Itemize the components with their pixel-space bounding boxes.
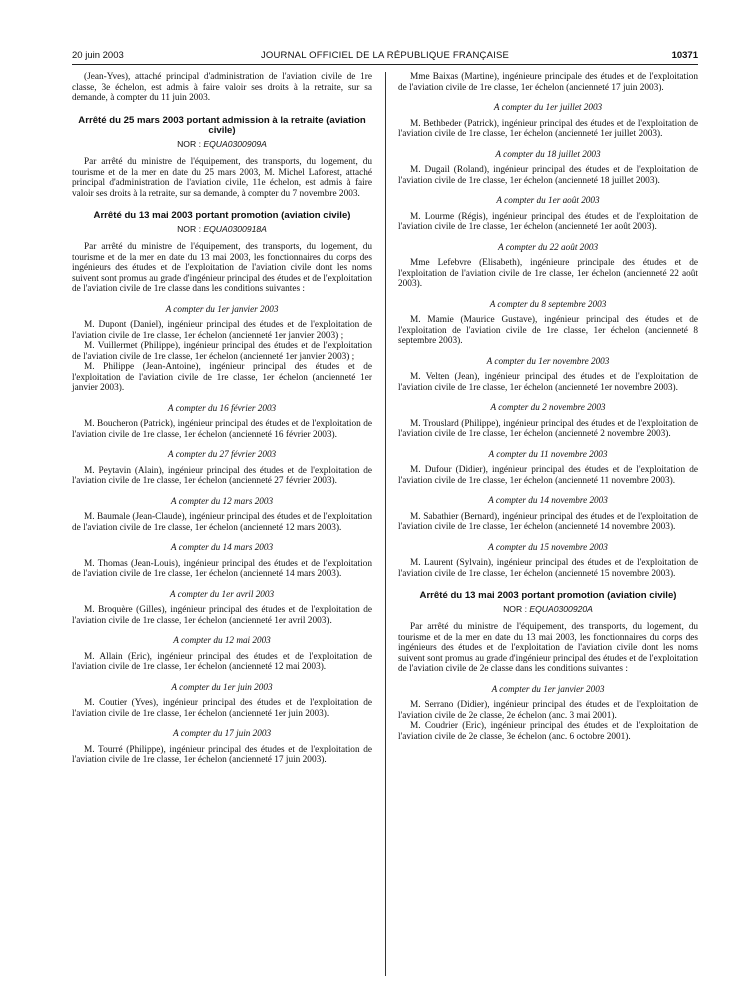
section-heading: A compter du 17 juin 2003 (172, 728, 272, 738)
continued-entry: Mme Baixas (Martine), ingénieure principale des études et de l'exploitation de l'aviation civile de 1re classe, 1er échelon (ancienneté 17 juin 2003). (398, 72, 698, 93)
right-column (398, 72, 698, 742)
section-heading: A compter du 22 août 2003 (497, 241, 599, 252)
promotion-entry: M. Dupont (Daniel), ingénieur principal des études et de l'exploitation de l'aviation civile de 1re classe, 1er échelon (ancienneté 1er janvier 2003) ; (72, 320, 372, 341)
header-title: JOURNAL OFFICIEL DE LA RÉPUBLIQUE FRANÇAISE (260, 50, 510, 61)
column-divider (385, 72, 386, 976)
promotion-entry: M. Coudrier (Eric), ingénieur principal des études et de l'exploitation de l'aviation civile de 2e classe, 3e échelon (anc. 6 octobre 2001). (398, 721, 698, 742)
promotion-entry: M. Tourré (Philippe), ingénieur principal des études et de l'exploitation de l'aviation civile de 1re classe, 1er échelon (ancienneté 17 juin 2003). (72, 744, 372, 765)
section-heading: A compter du 1er janvier 2003 (491, 683, 605, 694)
header-page-number: 10371 (671, 50, 698, 61)
promotion-entry: Mme Lefebvre (Elisabeth), ingénieure principale des études et de l'exploitation de l'aviation civile de 1re classe, 1er échelon (ancienneté 22 août 2003). (398, 258, 698, 289)
section-heading: A compter du 15 novembre 2003 (488, 541, 608, 552)
arrete-title: Arrêté du 25 mars 2003 portant admission à la retraite (aviation civile) (78, 114, 366, 136)
nor-label: NOR : (177, 138, 201, 149)
nor-code: EQUA0300909A (203, 138, 267, 149)
section-heading: A compter du 14 mars 2003 (170, 542, 274, 552)
nor-code: EQUA0300918A (203, 223, 267, 234)
section-heading: A compter du 16 février 2003 (167, 402, 277, 413)
promotion-entry: M. Sabathier (Bernard), ingénieur principal des études et de l'exploitation de l'aviation civile de 1re classe, 1er échelon (ancienneté 14 novembre 2003). (398, 511, 698, 532)
header-date: 20 juin 2003 (72, 50, 124, 61)
promotion-entry: M. Mamie (Maurice Gustave), ingénieur principal des études et de l'exploitation de l'aviation civile de 1re classe, 1er échelon (ancienneté 8 septembre 2003). (398, 315, 698, 346)
section-heading: A compter du 27 février 2003 (167, 449, 277, 459)
left-column (72, 72, 372, 766)
section-heading: A compter du 12 mars 2003 (170, 495, 274, 506)
arrete-title: Arrêté du 13 mai 2003 portant promotion (aviation civile) (419, 590, 677, 601)
promotion-entry: M. Vuillermet (Philippe), ingénieur principal des études et de l'exploitation de l'aviation civile de 1re classe, 1er échelon (ancienneté 1er janvier 2003) ; (72, 341, 372, 362)
promotion-entry: M. Allain (Eric), ingénieur principal des études et de l'exploitation de l'aviation civile de 1re classe, 1er échelon (ancienneté 12 mai 2003). (72, 651, 372, 672)
arrete-body: Par arrêté du ministre de l'équipement, des transports, du logement, du tourisme et de la mer en date du 25 mars 2003, M. Michel Laforest, attaché principal d'administration de l'aviation civile, 11e échelon, est admis à faire valoir ses droits à la retraite, sur sa demande, à compter du 7 novembre 2003. (72, 157, 372, 199)
section-heading: A compter du 1er août 2003 (496, 195, 600, 205)
promotion-entry: M. Lourme (Régis), ingénieur principal des études et de l'exploitation de l'aviation civile de 1re classe, 1er échelon (ancienneté 1er août 2003). (398, 211, 698, 232)
promotion-entry: M. Dufour (Didier), ingénieur principal des études et de l'exploitation de l'aviation civile de 1re classe, 1er échelon (ancienneté 11 novembre 2003). (398, 465, 698, 486)
nor-reference (72, 139, 372, 150)
section-heading: A compter du 14 novembre 2003 (488, 495, 608, 505)
section-heading: A compter du 12 mai 2003 (173, 635, 271, 645)
two-column-body (72, 72, 698, 990)
section-heading: A compter du 2 novembre 2003 (490, 402, 606, 412)
section-heading: A compter du 1er novembre 2003 (486, 355, 610, 366)
promotion-entry: M. Peytavin (Alain), ingénieur principal des études et de l'exploitation de l'aviation civile de 1re classe, 1er échelon (ancienneté 27 février 2003). (72, 465, 372, 486)
section-heading: A compter du 1er juillet 2003 (493, 102, 603, 112)
section-heading: A compter du 1er juin 2003 (171, 681, 273, 692)
arrete-title: Arrêté du 13 mai 2003 portant promotion (aviation civile) (93, 210, 351, 221)
nor-reference (398, 604, 698, 615)
promotion-entry: M. Bethbeder (Patrick), ingénieur principal des études et de l'exploitation de l'aviation civile de 1re classe, 1er échelon (ancienneté 1er juillet 2003). (398, 118, 698, 139)
page-header (72, 50, 698, 65)
promotion-entry: M. Baumale (Jean-Claude), ingénieur principal des études et de l'exploitation de l'aviation civile de 1re classe, 1er échelon (ancienneté 12 mars 2003). (72, 512, 372, 533)
nor-code: EQUA0300920A (529, 603, 593, 614)
promotion-entry: M. Dugail (Roland), ingénieur principal des études et de l'exploitation de l'aviation civile de 1re classe, 1er échelon (ancienneté 18 juillet 2003). (398, 165, 698, 186)
promotion-entry: M. Boucheron (Patrick), ingénieur principal des études et de l'exploitation de l'aviation civile de 1re classe, 1er échelon (ancienneté 16 février 2003). (72, 419, 372, 440)
arrete-body: Par arrêté du ministre de l'équipement, des transports, du logement, du tourisme et de la mer en date du 13 mai 2003, les fonctionnaires du corps des ingénieurs des études et de l'exploitation de l'aviation civile dont les noms suivent sont promus au grade d'ingénieur principal des études et de l'exploitation de l'aviation civile de 2e classe dans les conditions suivantes : (398, 622, 699, 674)
promotion-entry: M. Philippe (Jean-Antoine), ingénieur principal des études et de l'exploitation de l'aviation civile de 1re classe, 1er échelon (ancienneté 1er janvier 2003). (72, 362, 372, 393)
section-heading: A compter du 18 juillet 2003 (495, 148, 601, 159)
promotion-entry: M. Serrano (Didier), ingénieur principal des études et de l'exploitation de l'aviation civile de 2e classe, 2e échelon (anc. 3 mai 2001). (398, 700, 698, 721)
section-heading: A compter du 1er avril 2003 (169, 588, 275, 599)
nor-label: NOR : (177, 223, 201, 234)
promotion-entry: M. Trouslard (Philippe), ingénieur principal des études et de l'exploitation de l'aviation civile de 1re classe, 1er échelon (ancienneté 2 novembre 2003). (398, 418, 698, 439)
continued-paragraph: (Jean-Yves), attaché principal d'administration de l'aviation civile de 1re classe, 3e échelon, est admis à faire valoir ses droits à la retraite, sur sa demande, à compter du 11 juin 2003. (72, 72, 372, 103)
promotion-entry: M. Coutier (Yves), ingénieur principal des études et de l'exploitation de l'aviation civile de 1re classe, 1er échelon (ancienneté 1er juin 2003). (72, 698, 372, 719)
section-heading: A compter du 1er janvier 2003 (165, 303, 279, 314)
promotion-entry: M. Broquère (Gilles), ingénieur principal des études et de l'exploitation de l'aviation civile de 1re classe, 1er échelon (ancienneté 1er avril 2003). (72, 605, 372, 626)
nor-label: NOR : (503, 603, 527, 614)
section-heading: A compter du 11 novembre 2003 (488, 448, 608, 459)
nor-reference (72, 224, 372, 235)
left-sections (72, 304, 372, 766)
promotion-entry: M. Thomas (Jean-Louis), ingénieur principal des études et de l'exploitation de l'aviation civile de 1re classe, 1er échelon (ancienneté 14 mars 2003). (72, 558, 372, 579)
right-sections (398, 102, 698, 579)
promotion-entry: M. Laurent (Sylvain), ingénieur principal des études et de l'exploitation de l'aviation civile de 1re classe, 1er échelon (ancienneté 15 novembre 2003). (398, 558, 698, 579)
promotion-entry: M. Velten (Jean), ingénieur principal des études et de l'exploitation de l'aviation civile de 1re classe, 1er échelon (ancienneté 1er novembre 2003). (398, 372, 698, 393)
arrete-body: Par arrêté du ministre de l'équipement, des transports, du logement, du tourisme et de la mer en date du 13 mai 2003, les fonctionnaires du corps des ingénieurs des études et de l'exploitation de l'aviation civile dont les noms suivent sont promus au grade d'ingénieur principal des études et de l'exploitation de l'aviation civile de 1re classe dans les conditions suivantes : (72, 242, 373, 294)
section-heading: A compter du 8 septembre 2003 (489, 298, 607, 309)
